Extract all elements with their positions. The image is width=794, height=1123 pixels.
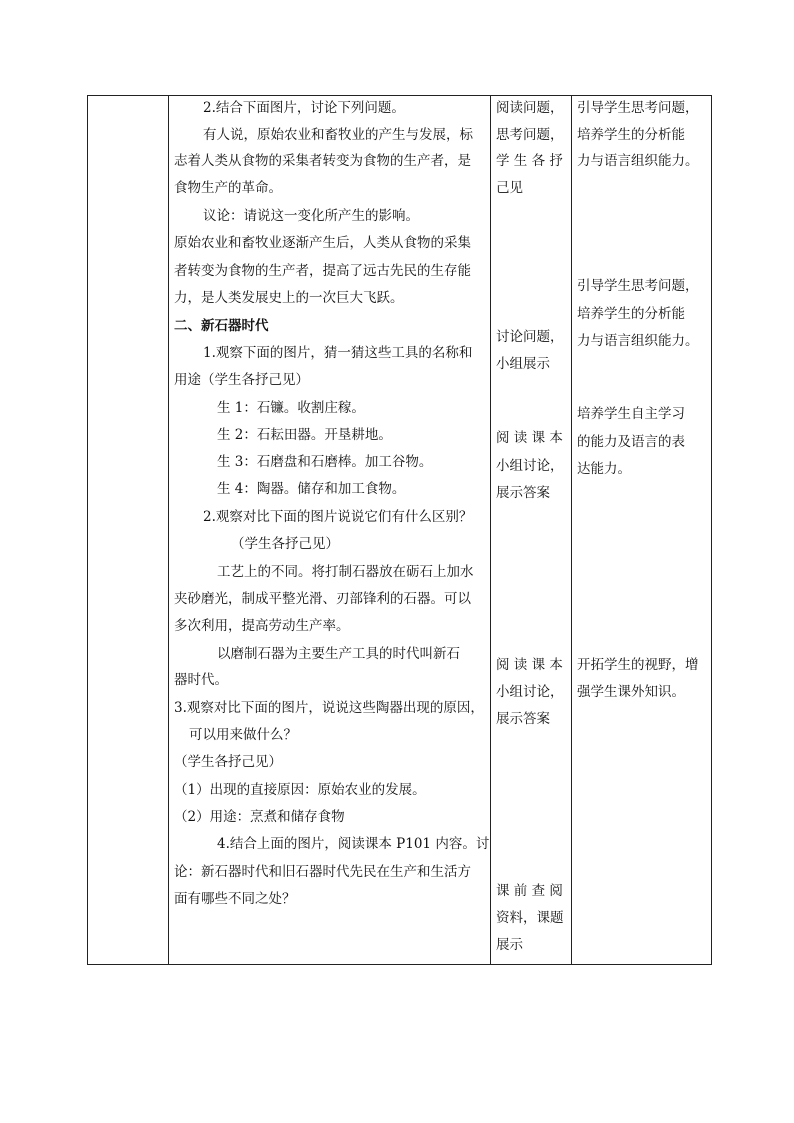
content-line: 原始农业和畜牧业逐渐产生后，人类从食物的采集 <box>174 235 471 251</box>
content-line: （2）用途：烹煮和储存食物 <box>174 809 345 825</box>
content-line: 器时代。 <box>174 672 228 688</box>
content-line: 以磨制石器为主要生产工具的时代叫新石 <box>217 646 460 662</box>
intent-line: 的能力及语言的表 <box>577 434 685 450</box>
intent-line: 培养学生的分析能 <box>577 306 685 322</box>
content-line: 4.结合上面的图片，阅读课本 P101 内容。讨 <box>217 836 490 852</box>
content-line: 工艺上的不同。将打制石器放在砺石上加水 <box>217 564 474 580</box>
content-line: 可以用来做什么？ <box>189 727 297 743</box>
content-line: （学生各抒己见） <box>231 536 339 552</box>
intent-line: 开拓学生的视野，增 <box>577 657 699 673</box>
student-line: 展示 <box>496 937 523 953</box>
content-line: 面有哪些不同之处？ <box>174 891 296 907</box>
intent-line: 力与语言组织能力。 <box>577 333 699 349</box>
content-line: 2.结合下面图片，讨论下列问题。 <box>203 100 405 116</box>
intent-line: 培养学生的分析能 <box>577 127 685 143</box>
content-line: 力，是人类发展史上的一次巨大飞跃。 <box>174 290 404 306</box>
content-line: 1.观察下面的图片，猜一猜这些工具的名称和 <box>203 345 473 361</box>
student-line: 学 生 各 抒 <box>496 153 563 169</box>
student-line: 阅 读 课 本 <box>496 430 563 446</box>
intent-line: 引导学生思考问题， <box>577 278 699 294</box>
student-line: 小组展示 <box>496 356 550 372</box>
student-line: 阅读问题， <box>496 100 564 116</box>
intent-line: 达能力。 <box>577 461 631 477</box>
student-line: 小组讨论， <box>496 684 564 700</box>
intent-line: 引导学生思考问题， <box>577 100 699 116</box>
student-activity-cell <box>491 96 572 965</box>
content-line: 议论：请说这一变化所产生的影响。 <box>203 208 419 224</box>
content-line: （1）出现的直接原因：原始农业的发展。 <box>174 782 426 798</box>
intent-line: 培养学生自主学习 <box>577 406 685 422</box>
content-line: 者转变为食物的生产者，提高了远古先民的生存能 <box>174 263 471 279</box>
content-line: 生 4：陶器。储存和加工食物。 <box>217 481 406 497</box>
content-line: （学生各抒己见） <box>174 754 282 770</box>
student-line: 资料，课题 <box>496 910 564 926</box>
content-line: 夹砂磨光，制成平整光滑、刃部锋利的石器。可以 <box>174 591 471 607</box>
student-line: 课 前 查 阅 <box>496 883 563 899</box>
content-line: 志着人类从食物的采集者转变为食物的生产者，是 <box>174 153 471 169</box>
stage-column-cell <box>88 96 169 965</box>
content-line: 用途（学生各抒己见） <box>174 372 309 388</box>
student-line: 思考问题， <box>496 127 564 143</box>
content-line: 有人说，原始农业和畜牧业的产生与发展，标 <box>203 127 473 143</box>
table-row <box>88 96 712 965</box>
student-line: 己见 <box>496 180 523 196</box>
teaching-content-cell <box>169 96 491 965</box>
content-line: 生 2：石耘田器。开垦耕地。 <box>217 427 392 443</box>
design-intent-cell <box>572 96 712 965</box>
content-line: 食物生产的革命。 <box>174 180 282 196</box>
student-line: 展示答案 <box>496 485 550 501</box>
intent-line: 力与语言组织能力。 <box>577 153 699 169</box>
student-line: 讨论问题， <box>496 329 564 345</box>
section-heading: 二、新石器时代 <box>174 318 269 334</box>
intent-line: 强学生课外知识。 <box>577 684 685 700</box>
student-line: 阅 读 课 本 <box>496 657 563 673</box>
student-line: 小组讨论， <box>496 458 564 474</box>
student-line: 展示答案 <box>496 711 550 727</box>
content-line: 3.观察对比下面的图片，说说这些陶器出现的原因， <box>174 700 484 716</box>
content-line: 生 3：石磨盘和石磨棒。加工谷物。 <box>217 454 433 470</box>
content-line: 论：新石器时代和旧石器时代先民在生产和生活方 <box>174 864 471 880</box>
content-line: 多次利用，提高劳动生产率。 <box>174 618 350 634</box>
lesson-plan-table <box>87 95 712 965</box>
content-line: 2.观察对比下面的图片说说它们有什么区别？ <box>203 509 473 525</box>
content-line: 生 1：石镰。收割庄稼。 <box>217 400 365 416</box>
